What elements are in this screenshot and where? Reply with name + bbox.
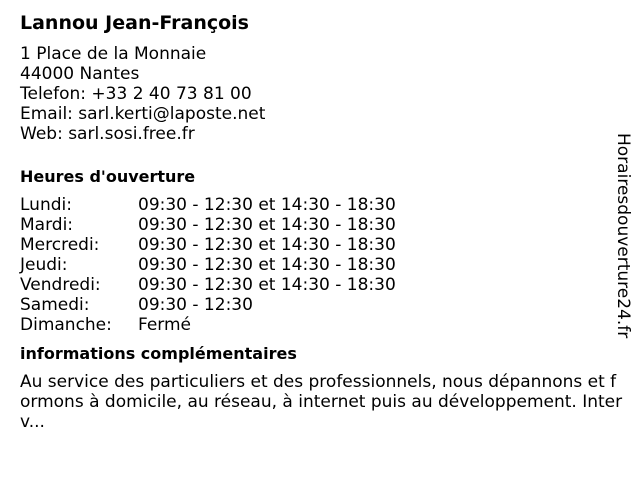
email-line[interactable]: Email: sarl.kerti@laposte.net bbox=[20, 104, 266, 124]
opening-hours-title: Heures d'ouverture bbox=[20, 167, 196, 186]
day-label: Samedi: bbox=[20, 295, 90, 315]
day-label: Dimanche: bbox=[20, 315, 112, 335]
opening-hours-list bbox=[20, 195, 612, 335]
time-value: 09:30 - 12:30 bbox=[138, 295, 253, 315]
time-value: 09:30 - 12:30 et 14:30 - 18:30 bbox=[138, 195, 396, 215]
address-line-1: 1 Place de la Monnaie bbox=[20, 44, 207, 64]
day-label: Vendredi: bbox=[20, 275, 101, 295]
time-value: 09:30 - 12:30 et 14:30 - 18:30 bbox=[138, 235, 396, 255]
hours-row-friday bbox=[20, 275, 612, 295]
hours-row-monday bbox=[20, 195, 612, 215]
day-label: Mardi: bbox=[20, 215, 74, 235]
additional-info-text: Au service des particuliers et des professionnels, nous dépannons et formons à domicile, au réseau, à internet puis au développement. Interv... bbox=[20, 372, 623, 432]
day-label: Lundi: bbox=[20, 195, 72, 215]
time-value: 09:30 - 12:30 et 14:30 - 18:30 bbox=[138, 215, 396, 235]
business-name: Lannou Jean-François bbox=[20, 12, 249, 34]
additional-info-title: informations complémentaires bbox=[20, 344, 297, 363]
hours-row-wednesday bbox=[20, 235, 612, 255]
hours-row-tuesday bbox=[20, 215, 612, 235]
web-line[interactable]: Web: sarl.sosi.free.fr bbox=[20, 124, 195, 144]
address-line-2: 44000 Nantes bbox=[20, 64, 140, 84]
day-label: Mercredi: bbox=[20, 235, 100, 255]
hours-row-sunday bbox=[20, 315, 612, 335]
brand-watermark: Horairesdouverture24.fr bbox=[613, 133, 633, 339]
day-label: Jeudi: bbox=[20, 255, 68, 275]
time-value: 09:30 - 12:30 et 14:30 - 18:30 bbox=[138, 255, 396, 275]
time-value: Fermé bbox=[138, 315, 192, 335]
hours-row-thursday bbox=[20, 255, 612, 275]
hours-row-saturday bbox=[20, 295, 612, 315]
phone-line[interactable]: Telefon: +33 2 40 73 81 00 bbox=[20, 84, 252, 104]
time-value: 09:30 - 12:30 et 14:30 - 18:30 bbox=[138, 275, 396, 295]
